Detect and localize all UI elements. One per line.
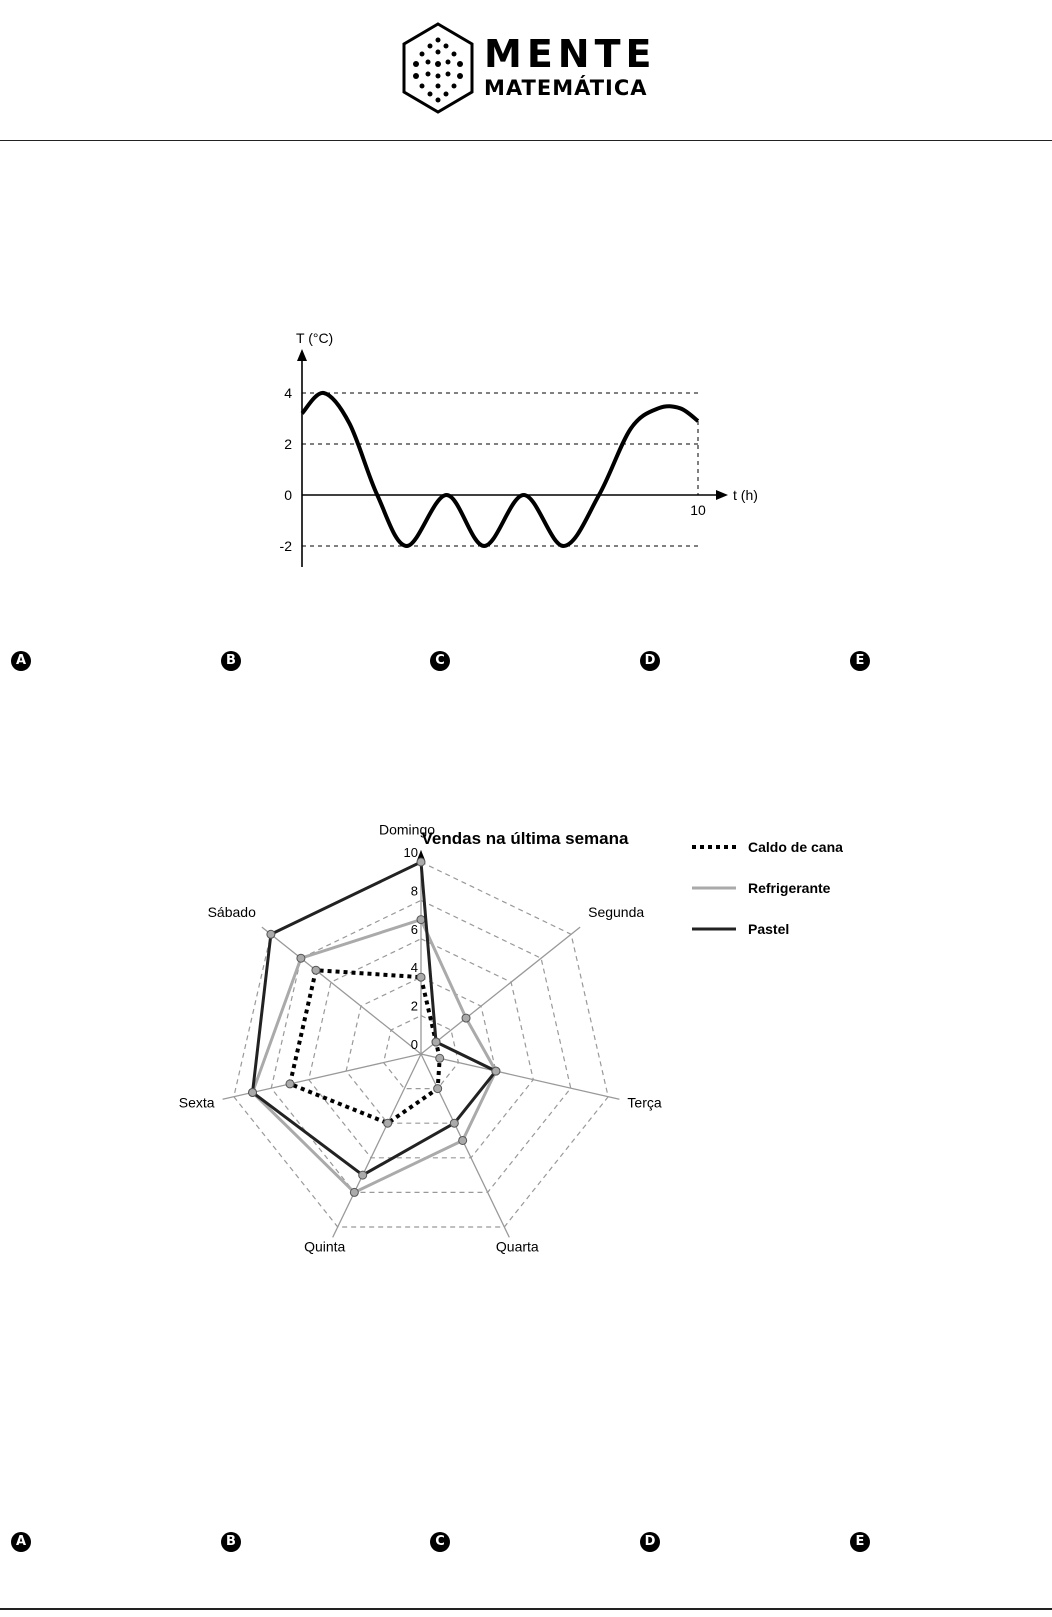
data-point — [384, 1119, 392, 1127]
data-point — [312, 966, 320, 974]
legend-label: Pastel — [748, 921, 790, 937]
data-point — [417, 916, 425, 924]
category-label: Terça — [627, 1094, 662, 1111]
y-tick-label: 0 — [284, 487, 292, 503]
category-label: Quinta — [304, 1238, 346, 1255]
logo-subtitle: MATEMÁTICA — [484, 76, 648, 100]
radial-tick-label: 4 — [410, 960, 418, 976]
radial-tick-label: 10 — [403, 845, 418, 860]
y-tick-label: -2 — [280, 538, 292, 554]
y-tick-label: 4 — [284, 385, 292, 401]
data-point — [350, 1188, 358, 1196]
option-d[interactable]: D — [640, 651, 660, 671]
category-label: Segunda — [588, 904, 645, 921]
x-axis-label: t (h) — [733, 487, 758, 503]
radial-tick-label: 0 — [410, 1037, 418, 1052]
y-axis-arrow-icon — [297, 349, 307, 361]
logo-hexagon-icon — [398, 20, 478, 116]
data-point — [417, 858, 425, 866]
radar-axis — [333, 1054, 421, 1237]
data-point — [450, 1119, 458, 1127]
temperature-chart — [280, 325, 780, 595]
option-c[interactable]: C — [430, 1532, 450, 1552]
logo — [398, 20, 658, 116]
option-b[interactable]: B — [221, 651, 241, 671]
radial-tick-label: 6 — [410, 921, 418, 937]
option-d[interactable]: D — [640, 1532, 660, 1552]
option-a[interactable]: A — [11, 651, 31, 671]
option-a[interactable]: A — [11, 1532, 31, 1552]
x-axis-arrow-icon — [716, 490, 728, 500]
legend-label: Caldo de cana — [748, 839, 843, 855]
category-label: Quarta — [495, 1238, 539, 1255]
option-c[interactable]: C — [430, 651, 450, 671]
data-point — [462, 1014, 470, 1022]
data-point — [267, 930, 275, 938]
option-b[interactable]: B — [221, 1532, 241, 1552]
data-point — [249, 1088, 257, 1096]
radar-title: Vendas na última semana — [421, 829, 629, 848]
header-divider — [0, 140, 1052, 141]
data-point — [432, 1038, 440, 1046]
data-point — [459, 1136, 467, 1144]
option-e[interactable]: E — [850, 1532, 870, 1552]
radar-axis — [421, 927, 580, 1054]
category-label: Sábado — [207, 904, 256, 921]
data-point — [434, 1085, 442, 1093]
y-axis-label: T (°C) — [296, 330, 334, 346]
temperature-series-line — [302, 393, 698, 546]
radar-axis — [421, 1054, 619, 1099]
legend-label: Refrigerante — [748, 880, 831, 896]
radial-tick-label: 2 — [410, 998, 418, 1014]
radar-axis — [421, 1054, 509, 1237]
data-point — [417, 973, 425, 981]
category-label: Domingo — [378, 821, 436, 838]
logo-title: MENTE — [484, 32, 657, 76]
x-tick-label: 10 — [690, 502, 706, 518]
data-point — [359, 1171, 367, 1179]
data-point — [492, 1067, 500, 1075]
data-point — [286, 1080, 294, 1088]
category-label: Sexta — [178, 1094, 215, 1111]
sales-radar-chart — [160, 820, 900, 1300]
radial-tick-label: 8 — [410, 883, 418, 899]
footer-divider — [0, 1608, 1052, 1610]
option-e[interactable]: E — [850, 651, 870, 671]
data-point — [436, 1054, 444, 1062]
y-tick-label: 2 — [284, 436, 292, 452]
data-point — [297, 954, 305, 962]
reference-lines — [302, 393, 698, 546]
